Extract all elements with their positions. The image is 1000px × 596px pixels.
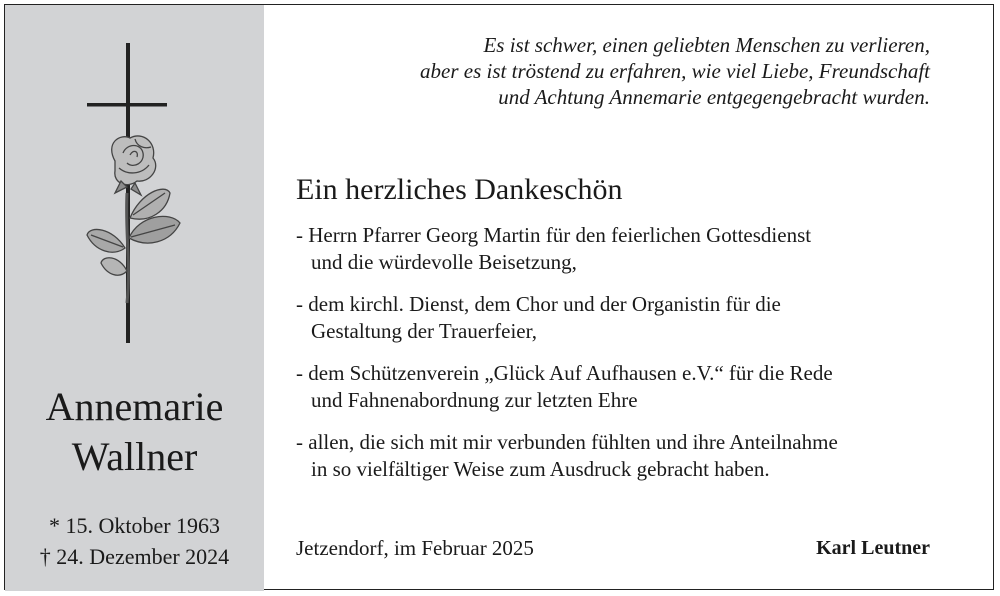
signature: Karl Leutner	[816, 537, 930, 559]
thanks-item	[296, 360, 946, 414]
thanks-item	[296, 291, 946, 345]
thanks-item-line: - Herrn Pfarrer Georg Martin für den feierlichen Gottesdienst	[296, 223, 812, 247]
thanks-item	[296, 222, 946, 276]
death-date: † 24. Dezember 2024	[39, 544, 230, 569]
condolence-quote	[420, 32, 930, 110]
thanks-item-line: - allen, die sich mit mir verbunden fühlten und ihre Anteilnahme	[296, 430, 838, 454]
thanks-heading: Ein herzliches Dankeschön	[296, 173, 623, 206]
rose-icon	[87, 136, 180, 303]
thanks-item-line: - dem kirchl. Dienst, dem Chor und der Organistin für die	[296, 292, 781, 316]
deceased-first-name: Annemarie	[45, 384, 224, 429]
thanks-item-line: in so vielfältiger Weise zum Ausdruck gebracht haben.	[311, 457, 770, 481]
cross-with-rose-icon	[75, 43, 195, 343]
quote-line: Es ist schwer, einen geliebten Menschen zu verlieren,	[483, 33, 930, 57]
quote-line: aber es ist tröstend zu erfahren, wie viel Liebe, Freundschaft	[420, 59, 930, 83]
thanks-item-line: Gestaltung der Trauerfeier,	[311, 319, 538, 343]
place-and-date: Jetzendorf, im Februar 2025	[296, 536, 534, 560]
quote-line: und Achtung Annemarie entgegengebracht wurden.	[498, 85, 930, 109]
thanks-list	[296, 222, 946, 498]
thanks-item	[296, 429, 946, 483]
birth-date: * 15. Oktober 1963	[48, 513, 221, 538]
thanks-item-line: - dem Schützenverein „Glück Auf Aufhausen e.V.“ für die Rede	[296, 361, 833, 385]
thanks-item-line: und Fahnenabordnung zur letzten Ehre	[311, 388, 638, 412]
deceased-last-name: Wallner	[71, 434, 198, 479]
memorial-sidebar	[5, 5, 264, 591]
thanks-item-line: und die würdevolle Beisetzung,	[311, 250, 577, 274]
